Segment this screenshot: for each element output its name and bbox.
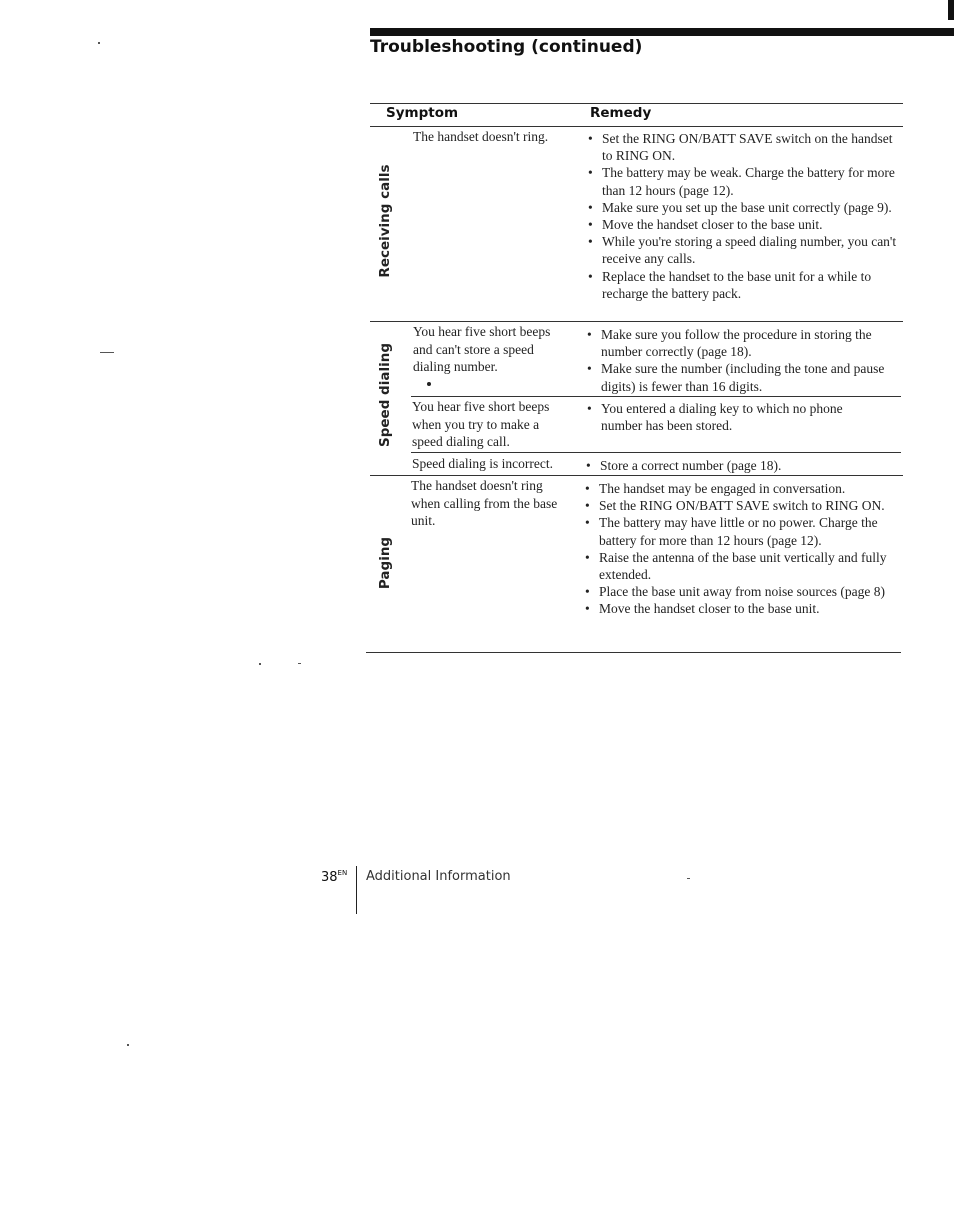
symptom-incorrect-dialing: Speed dialing is incorrect. <box>412 456 553 471</box>
page-number-value: 38 <box>321 870 338 885</box>
remedy-item: • While you're storing a speed dialing number, you can't receive any calls. <box>588 233 900 267</box>
remedy-list <box>586 457 886 474</box>
remedy-item: • Set the RING ON/BATT SAVE switch on the handset to RING ON. <box>588 130 900 164</box>
remedy-item: • The handset may be engaged in conversation. <box>585 480 902 497</box>
remedy-item: • Set the RING ON/BATT SAVE switch to RING ON. <box>585 497 902 514</box>
table-top-rule <box>370 103 903 104</box>
page-title: Troubleshooting (continued) <box>370 37 643 57</box>
scan-speck <box>100 352 114 353</box>
remedy-item: • Make sure the number (including the tone and pause digits) is fewer than 16 digits. <box>587 360 902 394</box>
remedy-list <box>585 480 902 618</box>
remedy-item: • The battery may have little or no power. Charge the battery for more than 12 hours (page 12). <box>585 514 902 548</box>
scan-speck <box>259 663 261 665</box>
remedy-list <box>587 400 887 434</box>
page-edge-mark <box>948 0 954 20</box>
row-divider <box>411 452 901 453</box>
page-number-suffix: EN <box>337 869 348 877</box>
remedy-item: • Make sure you follow the procedure in storing the number correctly (page 18). <box>587 326 902 360</box>
section-label-speed-dialing: Speed dialing <box>377 343 393 447</box>
section-divider <box>370 475 903 476</box>
scan-speck <box>298 663 301 664</box>
footer-section-title: Additional Information <box>366 869 511 884</box>
bullet-mark <box>427 382 431 386</box>
remedy-item: • Move the handset closer to the base unit. <box>585 600 902 617</box>
section-label-receiving-calls: Receiving calls <box>377 164 393 278</box>
page-number <box>321 869 347 885</box>
scan-speck <box>127 1044 129 1046</box>
symptom-dial-failed: You hear five short beeps when you try to make a speed dialing call. <box>412 399 550 449</box>
remedy-item: • Make sure you set up the base unit correctly (page 9). <box>588 199 900 216</box>
symptom-column-header: Symptom <box>386 105 459 121</box>
row-divider <box>411 396 901 397</box>
remedy-item: • Move the handset closer to the base unit. <box>588 216 900 233</box>
remedy-item: • Store a correct number (page 18). <box>586 457 886 474</box>
table-bottom-rule <box>366 652 901 653</box>
footer-separator <box>356 866 357 914</box>
header-rule-bottom <box>370 126 903 127</box>
header-rule <box>370 28 954 36</box>
remedy-list <box>588 130 900 302</box>
section-label-paging: Paging <box>377 536 393 590</box>
remedy-item: • The battery may be weak. Charge the battery for more than 12 hours (page 12). <box>588 164 900 198</box>
remedy-item: • Replace the handset to the base unit for a while to recharge the battery pack. <box>588 268 900 302</box>
remedy-column-header: Remedy <box>590 105 652 121</box>
section-divider <box>370 321 903 322</box>
symptom-paging-no-ring: The handset doesn't ring when calling from the base unit. <box>411 478 558 528</box>
symptom-handset-no-ring: The handset doesn't ring. <box>413 129 549 144</box>
remedy-item: • Raise the antenna of the base unit vertically and fully extended. <box>585 549 902 583</box>
scan-speck <box>98 42 100 44</box>
remedy-item: • Place the base unit away from noise sources (page 8) <box>585 583 902 600</box>
remedy-list <box>587 326 902 395</box>
remedy-item: • You entered a dialing key to which no phone number has been stored. <box>587 400 887 434</box>
scan-speck <box>687 878 690 879</box>
symptom-store-failed: You hear five short beeps and can't store a speed dialing number. <box>413 324 551 374</box>
